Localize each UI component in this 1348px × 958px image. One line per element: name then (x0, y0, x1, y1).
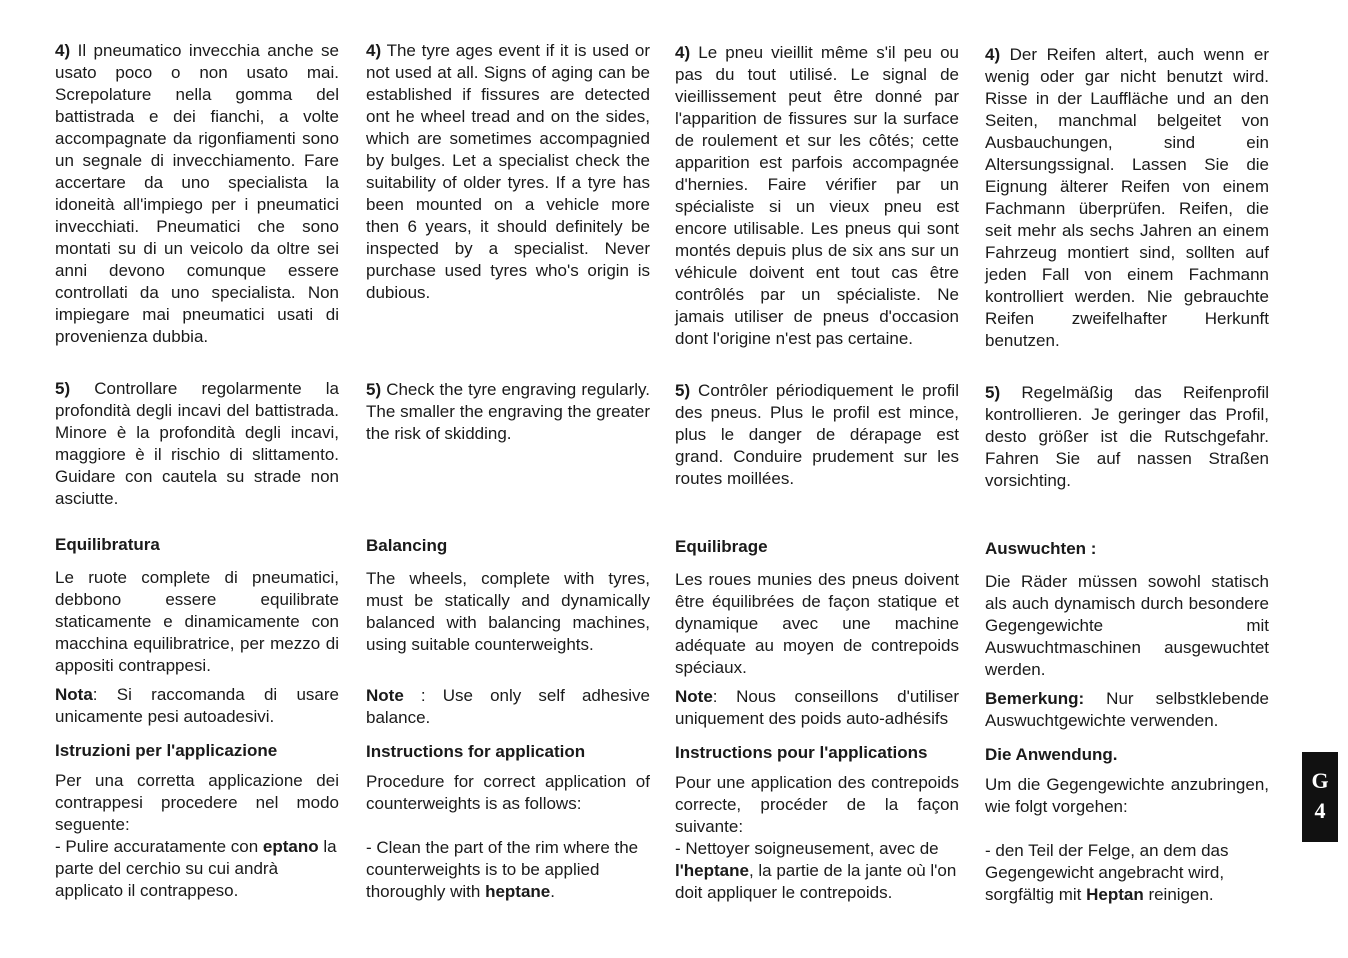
balancing-text-english: The wheels, complete with tyres, must be statically and dynamically balanced with balancing machines, using suitable counterweights. (366, 569, 650, 654)
step-solvent: Heptan (1086, 885, 1144, 904)
section-5-french (675, 380, 959, 490)
section-4-french (675, 42, 959, 350)
balancing-heading-english: Balancing (366, 536, 448, 555)
note-italian (55, 684, 339, 728)
step-text-end: . (550, 882, 555, 901)
section-4-text: Le pneu vieillit même s'il peu ou pas du tout utilisé. Le signal de vieillissement peut être donné par l'apparition de fissures sur la surface de roulement et sur les côtés; cette apparition est parfois accompagnée d'hernies. Faire vérifier par un spécialiste si un vieux pneu est encore utilisable. Les pneus qui sont montés depuis plus de six ans sur un véhicule doivent ent tout cas être contrôlés par un spécialiste. Ne jamais utiliser de pneus d'occasion dont l'origine n'est pas certaine. (675, 43, 959, 348)
balancing-text-french: Les roues munies des pneus doivent être équilibrées de façon statique et dynamique avec une machine adéquate au moyen de contrepoids spéciaux. (675, 570, 959, 677)
balancing-heading-german: Auswuchten : (985, 539, 1097, 558)
instructions-heading-german: Die Anwendung. (985, 745, 1118, 764)
note-label: Note (366, 686, 404, 705)
balancing-text-german: Die Räder müssen sowohl statisch als auch dynamisch durch besondere Gegengewichte mit Auswuchtmaschinen ausgewuchtet werden. (985, 572, 1269, 679)
step-solvent: l'heptane (675, 861, 749, 880)
step-text-start: - Clean the part of the rim where the counterweights is to be applied thoroughly with (366, 838, 639, 901)
step-solvent: heptane (485, 882, 551, 901)
step-text-start: - den Teil der Felge, an dem das Gegengewicht angebracht wird, sorgfältig mit (985, 841, 1229, 904)
note-label: Bemerkung: (985, 689, 1085, 708)
section-4-text: Il pneumatico invecchia anche se usato poco o non usato mai. Screpolature nella gomma del battistrada e dei fianchi, a volte accompagnate da rigonfiamenti sono un segnale di invecchiamento. Fare accertare da uno specialista la idoneità all'impiego per i pneumatici invecchiati. Pneumatici che sono montati su di un veicolo da oltre sei anni devono comunque essere controllati da uno specialista. Non impiegare mai pneumatici usati di provenienza dubbia. (55, 41, 339, 346)
section-5-number: 5) (985, 383, 1001, 402)
balancing-heading-italian: Equilibratura (55, 535, 160, 554)
step-solvent: eptano (262, 837, 319, 856)
instructions-step-italian (55, 836, 339, 902)
instructions-text-german: Um die Gegengewichte anzubringen, wie folgt vorgehen: (985, 775, 1269, 816)
section-4-number: 4) (55, 41, 71, 60)
note-text: : Use only self adhesive balance. (366, 686, 650, 727)
section-4-number: 4) (366, 41, 382, 60)
note-label: Note (675, 687, 713, 706)
balancing-text-italian: Le ruote complete di pneumatici, debbono essere equilibrate staticamente e dinamicamente con macchina equilibratrice, per mezzo di appositi contrappesi. (55, 568, 339, 675)
section-5-german (985, 382, 1269, 492)
note-text: Nur selbstklebende Auswuchtgewichte verwenden. (985, 689, 1269, 730)
instructions-text-french: Pour une application des contrepoids correcte, procéder de la façon suivante: (675, 773, 959, 836)
chapter-tab (1302, 752, 1338, 842)
section-4-number: 4) (985, 45, 1001, 64)
section-4-english (366, 40, 650, 304)
instructions-text-italian: Per una corretta applicazione dei contrappesi procedere nel modo seguente: (55, 771, 339, 834)
note-english (366, 685, 650, 729)
section-5-number: 5) (366, 380, 382, 399)
section-4-text: Der Reifen altert, auch wenn er wenig oder gar nicht benutzt wird. Risse in der Lauffläche und an den Seiten, manchmal belgeitet von Ausbauchungen, sind ein Altersungssignal. Lassen Sie die Eignung älterer Reifen von einem Fachmann überprüfen. Reifen, die seit mehr als sechs Jahren an einem Fahrzeug montiert sind, sollten auf jeden Fall von einem Fachmann kontrolliert werden. Nie gebrauchte Reifen zweifelhafter Herkunft benutzen. (985, 45, 1269, 350)
section-5-number: 5) (55, 379, 71, 398)
step-text-end: la parte del cerchio su cui andrà applicato il contrappeso. (55, 837, 337, 900)
instructions-step-french (675, 838, 959, 904)
chapter-letter: G (1311, 768, 1329, 793)
note-german (985, 688, 1269, 732)
instructions-heading-english: Instructions for application (366, 742, 586, 761)
step-text-end: reinigen. (1143, 885, 1214, 904)
section-5-number: 5) (675, 381, 691, 400)
section-5-italian (55, 378, 339, 510)
section-5-text: Controllare regolarmente la profondità degli incavi del battistrada. Minore è la profondità degli incavi, maggiore è il rischio di slittamento. Guidare con cautela su strade non asciutte. (55, 379, 339, 508)
instructions-step-english (366, 837, 650, 903)
note-label: Nota (55, 685, 93, 704)
section-5-text: Regelmäßig das Reifenprofil kontrollieren. Je geringer das Profil, desto größer ist die Rutschgefahr. Fahren Sie auf nassen Straßen vorsichting. (985, 383, 1269, 490)
section-5-english (366, 379, 650, 445)
step-text-start: - Pulire accuratamente con (55, 837, 263, 856)
section-4-german (985, 44, 1269, 352)
step-text-end: , la partie de la jante où l'on doit appliquer le contrepoids. (675, 861, 957, 902)
instructions-heading-italian: Istruzioni per l'applicazione (55, 741, 278, 760)
section-4-italian (55, 40, 339, 348)
chapter-number: 4 (1314, 798, 1326, 823)
section-4-number: 4) (675, 43, 691, 62)
note-text: : Nous conseillons d'utiliser uniquement des poids auto-adhésifs (675, 687, 959, 728)
step-text-start: - Nettoyer soigneusement, avec de (675, 839, 939, 858)
section-5-text: Contrôler périodiquement le profil des pneus. Plus le profil est mince, plus le danger de dérapage est grand. Conduire prudement sur les routes moillées. (675, 381, 959, 488)
section-5-text: Check the tyre engraving regularly. The smaller the engraving the greater the risk of skidding. (366, 380, 650, 443)
balancing-heading-french: Equilibrage (675, 537, 768, 556)
instructions-heading-french: Instructions pour l'applications (675, 743, 928, 762)
note-french (675, 686, 959, 730)
instructions-text-english: Procedure for correct application of counterweights is as follows: (366, 772, 650, 813)
note-text: : Si raccomanda di usare unicamente pesi autoadesivi. (55, 685, 339, 726)
instructions-step-german (985, 840, 1269, 906)
section-4-text: The tyre ages event if it is used or not used at all. Signs of aging can be established if fissures are detected ont he wheel tread and on the sides, which are sometimes accompagnied by bulges. Let a specialist check the suitability of older tyres. If a tyre has been mounted on a vehicle more then 6 years, it should definitely be inspected by a specialist. Never purchase used tyres who's origin is dubious. (366, 41, 650, 302)
